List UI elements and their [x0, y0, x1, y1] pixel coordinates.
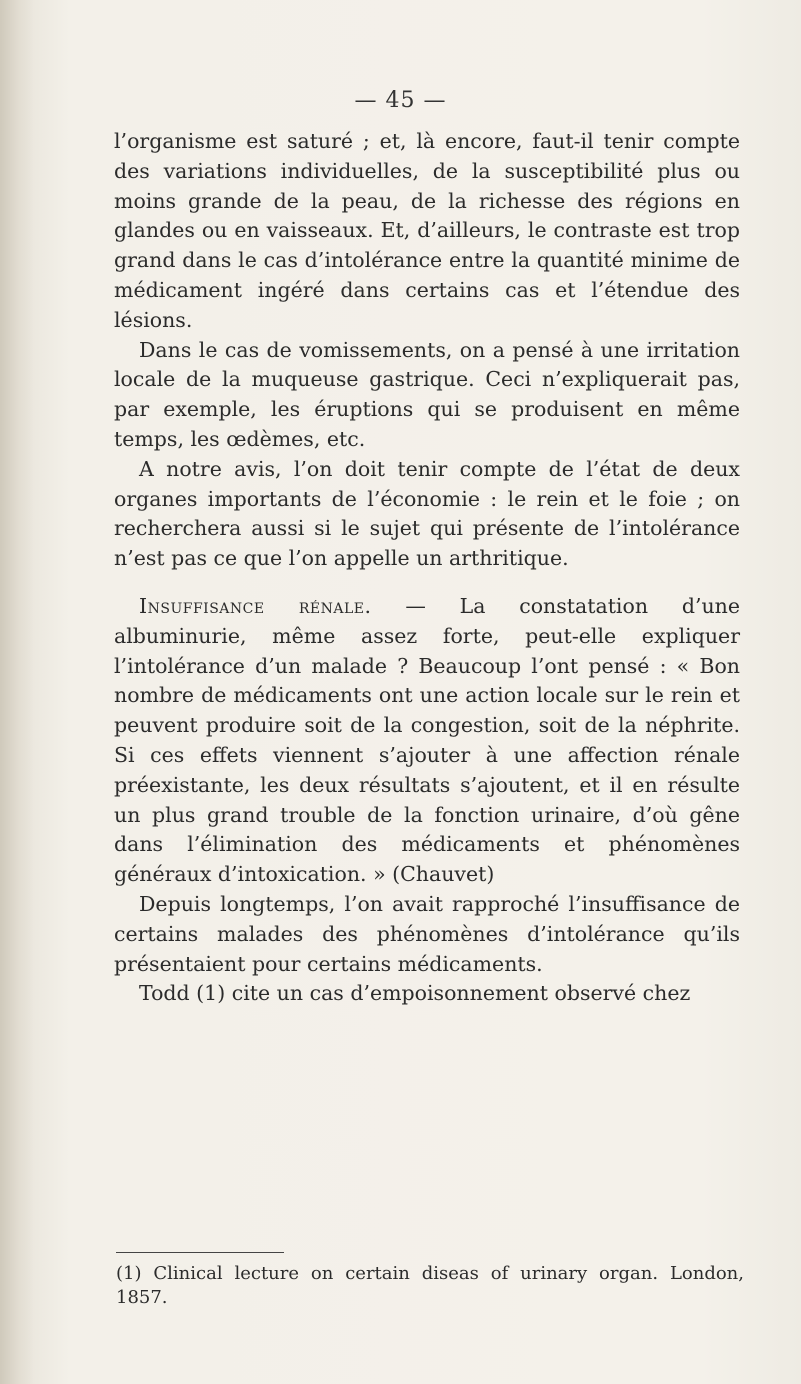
main-text: [114, 127, 740, 1009]
section-gap: [114, 574, 740, 592]
paragraph-2: Dans le cas de vomissements, on a pensé à une irritation locale de la muqueuse gastrique. Ceci n’expliquerait pas, par exemple, les éruptions qui se produisent en même temps, les œdèmes, etc.: [114, 337, 740, 451]
paragraph-1: l’organisme est saturé ; et, là encore, faut-il tenir compte des variations individuelles, de la susceptibilité plus ou moins grande de la peau, de la richesse des régions en glandes ou en vaisseaux. Et, d’ailleurs, le contraste est trop grand dans le cas d’intolérance entre la quantité minime de médicament ingéré dans certains cas et l’étendue des lésions.: [114, 129, 740, 332]
section-text: La constatation d’une albuminurie, même assez forte, peut-elle expliquer l’intolérance d’un malade ? Beaucoup l’ont pensé : « Bon nombre de médicaments ont une action locale sur le rein et peuvent produire soit de la congestion, soit de la néphrite. Si ces effets viennent s’ajouter à une affection rénale préexistante, les deux résultats s’ajoutent, et il en résulte un plus grand trouble de la fonction urinaire, d’où gêne dans l’élimination des médicaments et phénomènes généraux d’intoxication. » (Chauvet): [114, 593, 740, 887]
section-title: Insuffisance rénale.: [139, 593, 372, 618]
page-gutter-shadow: [0, 0, 34, 1384]
footnote: (1) Clinical lecture on certain diseas of urinary organ. London, 1857.: [116, 1263, 744, 1308]
section-dash: —: [371, 593, 460, 618]
paragraph-after-1: Depuis longtemps, l’on avait rapproché l’insuffisance de certains malades des phénomènes d’intolérance qu’ils présentaient pour certains médicaments.: [114, 891, 740, 976]
section-paragraph: [114, 592, 740, 890]
paragraph-after-2: Todd (1) cite un cas d’empoisonnement observé chez: [139, 981, 691, 1006]
footnote-rule: [116, 1252, 284, 1253]
page-number: — 45 —: [354, 88, 447, 113]
paragraph-3: A notre avis, l’on doit tenir compte de l’état de deux organes importants de l’économie : le rein et le foie ; on recherchera aussi si le sujet qui présente de l’intolérance n’est pas ce que l’on appelle un arthritique.: [114, 456, 740, 571]
